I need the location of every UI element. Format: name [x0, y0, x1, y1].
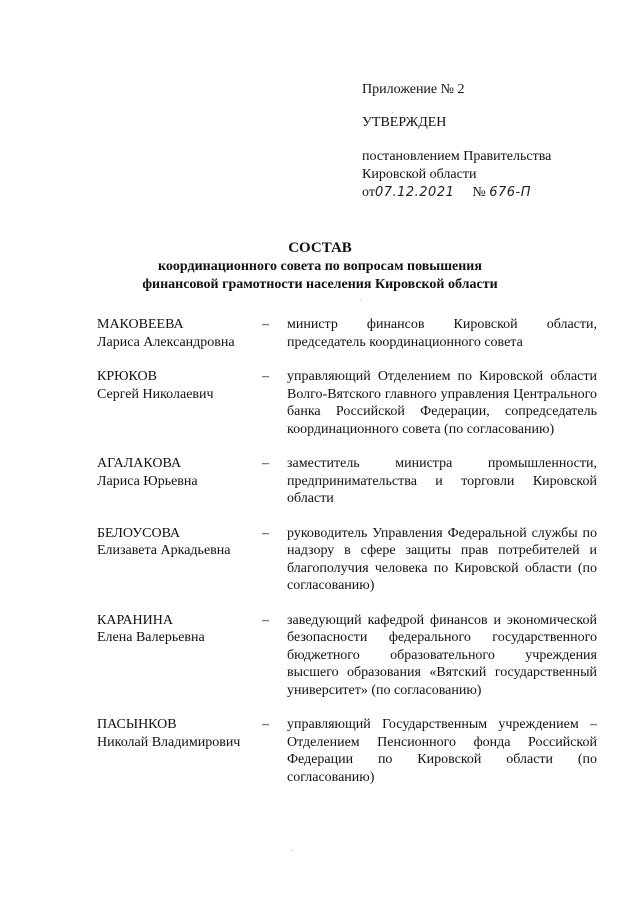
appendix-number: Приложение № 2	[362, 82, 465, 97]
member-row	[97, 455, 597, 508]
member-row	[97, 316, 597, 351]
member-given-name: Елизавета Аркадьевна	[97, 543, 231, 558]
member-given-name: Николай Владимирович	[97, 734, 241, 750]
member-given-name: Лариса Александровна	[97, 334, 235, 350]
title-line-2: финансовой грамотности населения Кировской области	[142, 277, 498, 292]
handwritten-number: 676-П	[489, 185, 532, 200]
member-row	[97, 525, 597, 595]
member-role: заместитель министра промышленности, предпринимательства и торговли Кировской области	[287, 456, 597, 506]
from-label: от	[362, 185, 375, 200]
member-role: управляющий Отделением по Кировской области Волго-Вятского главного управления Центрального банка Российской Федерации, сопредседатель координационного совета (по согласованию)	[287, 369, 597, 437]
member-surname: КАРАНИНА	[97, 612, 173, 628]
scan-speck	[360, 300, 361, 301]
member-given-name: Сергей Николаевич	[97, 386, 214, 402]
decree-date-number	[362, 184, 622, 202]
decree-line-1: постановлением Правительства	[362, 149, 552, 164]
member-row	[97, 612, 597, 700]
member-surname: БЕЛОУСОВА	[97, 525, 181, 541]
member-name	[97, 368, 262, 403]
member-row	[97, 716, 597, 786]
member-name	[97, 525, 262, 560]
member-dash: –	[262, 612, 269, 628]
member-role: руководитель Управления Федеральной службы по надзору в сфере защиты прав потребителей и благополучия человека по Кировской области (по согласованию)	[287, 525, 597, 593]
member-name	[97, 316, 262, 351]
title-line-1: координационного совета по вопросам повышения	[158, 259, 482, 274]
member-surname: АГАЛАКОВА	[97, 456, 182, 471]
title-main: СОСТАВ	[288, 240, 352, 256]
member-surname: МАКОВЕЕВА	[97, 317, 184, 332]
scan-speck	[392, 112, 393, 113]
member-dash: –	[262, 525, 269, 541]
scan-speck	[292, 850, 293, 851]
member-row	[97, 368, 597, 438]
member-name	[97, 612, 262, 647]
member-dash: –	[262, 317, 269, 332]
handwritten-date: 07.12.2021	[374, 185, 455, 200]
member-name	[97, 716, 262, 751]
member-surname: ПАСЫНКОВ	[97, 717, 177, 732]
member-given-name: Лариса Юрьевна	[97, 473, 198, 489]
approved-label: УТВЕРЖДЕН	[362, 115, 447, 130]
decree-line-2: Кировской области	[362, 167, 477, 182]
member-dash: –	[262, 717, 269, 732]
member-dash: –	[262, 369, 269, 384]
member-role: заведующий кафедрой финансов и экономической безопасности федерального государственного бюджетного образовательного учреждения высшего образования «Вятский государственный университет» (по согласованию)	[287, 612, 597, 698]
member-surname: КРЮКОВ	[97, 369, 157, 384]
member-role: управляющий Государственным учреждением – Отделением Пенсионного фонда Российской Федерации по Кировской области (по согласованию)	[287, 717, 597, 785]
member-role: министр финансов Кировской области, председатель координационного совета	[287, 317, 597, 350]
document-title	[0, 239, 640, 294]
approval-block	[362, 81, 622, 202]
member-given-name: Елена Валерьевна	[97, 630, 205, 645]
member-dash: –	[262, 456, 269, 471]
members-list	[97, 316, 597, 786]
member-name	[97, 455, 262, 490]
number-label: №	[472, 185, 486, 200]
